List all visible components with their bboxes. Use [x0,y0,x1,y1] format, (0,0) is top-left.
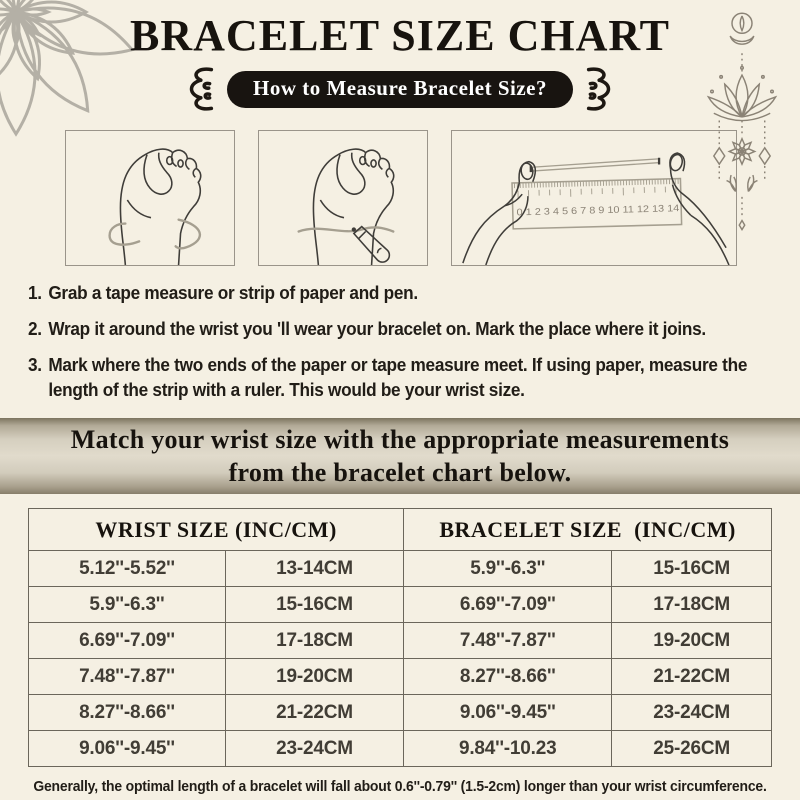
step-number: 3. [28,354,42,376]
step-number: 2. [28,318,42,340]
header [0,0,800,113]
wrist-cm: 15-16CM [225,587,403,623]
wrist-inch: 6.69''-7.09'' [29,623,226,659]
banner-line-2: from the bracelet chart below. [228,458,572,488]
hand-pen-mark-illustration [258,130,428,266]
size-chart-table [28,508,772,767]
bracelet-inch: 5.9''-6.3'' [404,551,612,587]
table-header-row [29,509,772,551]
bracelet-cm: 23-24CM [612,695,772,731]
wrist-cm: 13-14CM [225,551,403,587]
step-number: 1. [28,282,42,304]
table-row [29,695,772,731]
wrist-inch: 5.12''-5.52'' [29,551,226,587]
flourish-left-icon [184,65,214,113]
bracelet-cm: 15-16CM [612,551,772,587]
general-note: Generally, the optimal length of a bracelet will fall about 0.6''-0.79'' (1.5-2cm) longer than your wrist circumference. [33,778,767,796]
bracelet-size-header: BRACELET SIZE (INC/CM) [404,509,772,551]
wrist-cm: 17-18CM [225,623,403,659]
banner-line-1: Match your wrist size with the appropriate measurements [70,425,730,454]
step-2 [28,317,792,342]
instruction-steps [28,281,792,403]
bracelet-inch: 8.27''-8.66'' [404,659,612,695]
bracelet-cm: 21-22CM [612,659,772,695]
wrist-inch: 8.27''-8.66'' [29,695,226,731]
table-row [29,731,772,767]
ruler-numbers: 0 1 2 3 4 5 6 7 8 9 10 11 12 13 14 [516,204,660,219]
wrist-inch: 5.9''-6.3'' [29,587,226,623]
page-title: BRACELET SIZE CHART [130,11,670,60]
bracelet-inch: 9.06''-9.45'' [404,695,612,731]
badge-row [0,65,800,113]
table-row [29,587,772,623]
bracelet-cm: 25-26CM [612,731,772,767]
match-size-banner [0,418,800,494]
table-row [29,551,772,587]
step-text: Grab a tape measure or strip of paper and pen. [48,282,418,304]
bracelet-inch: 9.84''-10.23 [404,731,612,767]
bracelet-inch: 7.48''-7.87'' [404,623,612,659]
flourish-right-icon [586,65,616,113]
table-row [29,623,772,659]
wrist-inch: 7.48''-7.87'' [29,659,226,695]
table-row [29,659,772,695]
step-3 [28,353,792,403]
wrist-cm: 19-20CM [225,659,403,695]
step-text: Mark where the two ends of the paper or tape measure meet. If using paper, measure the length of the strip with a ruler. This would be your wrist size. [48,354,748,401]
wrist-inch: 9.06''-9.45'' [29,731,226,767]
wrist-size-header: WRIST SIZE (INC/CM) [29,509,404,551]
step-1 [28,281,792,306]
bracelet-cm: 17-18CM [612,587,772,623]
bracelet-inch: 6.69''-7.09'' [404,587,612,623]
wrist-cm: 21-22CM [225,695,403,731]
how-to-measure-badge: How to Measure Bracelet Size? [227,71,573,108]
bracelet-cm: 19-20CM [612,623,772,659]
step-text: Wrap it around the wrist you 'll wear your bracelet on. Mark the place where it joins. [48,318,706,340]
wrist-cm: 23-24CM [225,731,403,767]
